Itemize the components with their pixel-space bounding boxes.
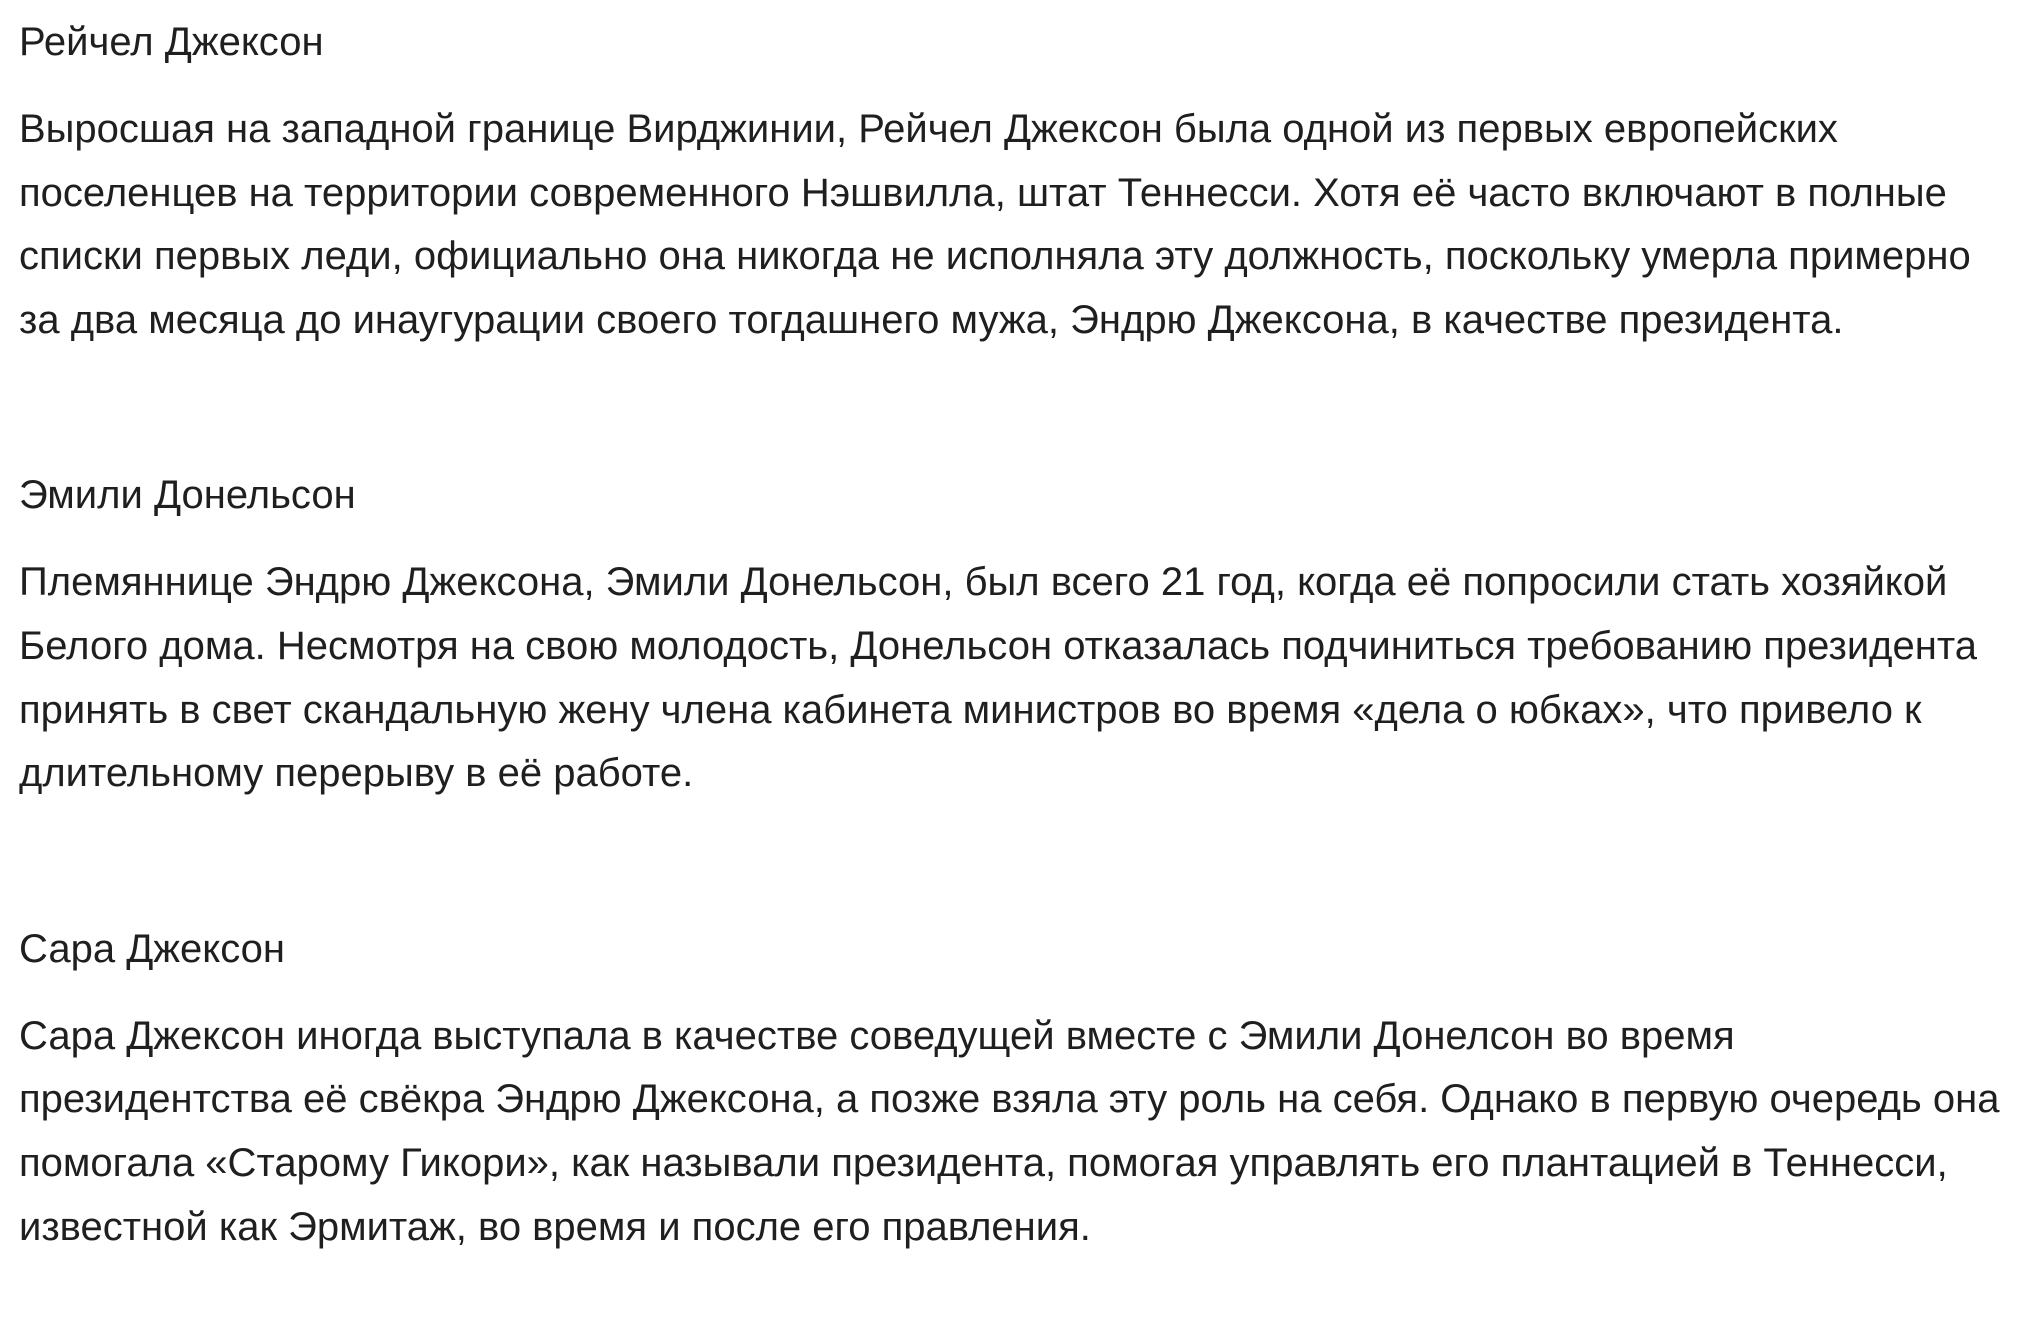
entry-emily-donelson [19,467,2014,805]
entry-paragraph: Сара Джексон иногда выступала в качестве соведущей вместе с Эмили Донелсон во время президентства её свёкра Эндрю Джексона, а позже взяла эту роль на себя. Однако в первую очередь она помогала «Старому Гикори», как называли президента, помогая управлять его плантацией в Теннесси, известной как Эрмитаж, во время и после его правления. [19,1013,2000,1249]
entry-heading: Рейчел Джексон [19,20,324,64]
entry-paragraph: Выросшая на западной границе Вирджинии, Рейчел Джексон была одной из первых европейских поселенцев на территории современного Нэшвилла, штат Теннесси. Хотя её часто включают в полные списки первых леди, официально она никогда не исполняла эту должность, поскольку умерла примерно за два месяца до инаугурации своего тогдашнего мужа, Эндрю Джексона, в качестве президента. [19,107,1971,342]
entry-heading: Сара Джексон [19,926,286,971]
entry-paragraph: Племяннице Эндрю Джексона, Эмили Донельсон, был всего 21 год, когда её попросили стать хозяйкой Белого дома. Несмотря на свою молодость, Донельсон отказалась подчиниться требованию президента принять в свет скандальную жену члена кабинета министров во время «дела о юбках», что привело к длительному перерыву в её работе. [19,560,1977,796]
entry-heading: Эмили Донельсон [19,473,356,518]
entry-rachel-jackson [19,14,2014,352]
entry-sarah-jackson [19,921,2014,1259]
